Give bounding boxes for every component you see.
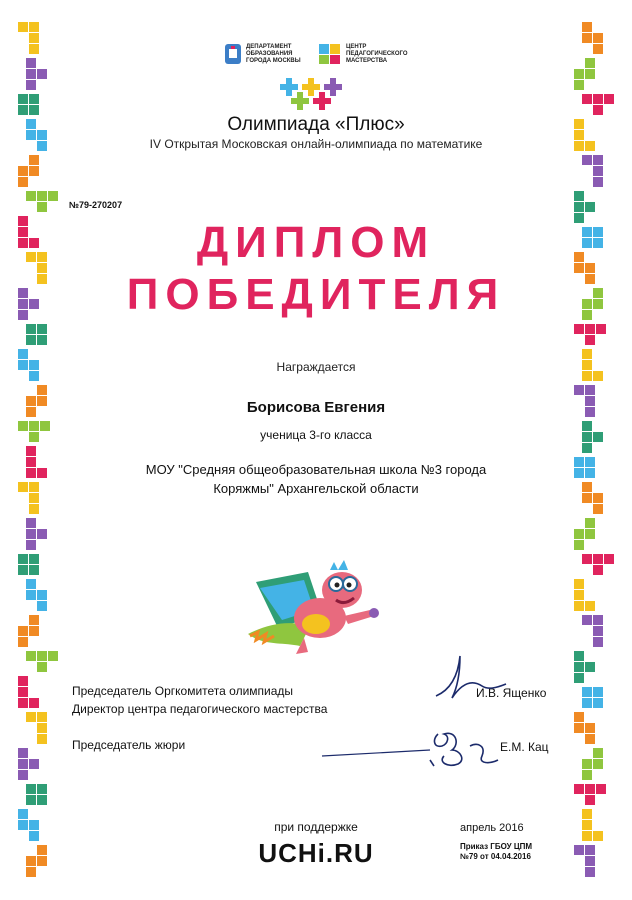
tetris-block xyxy=(29,33,39,43)
tetris-block xyxy=(37,324,47,334)
tetris-block xyxy=(26,795,36,805)
tetris-block xyxy=(585,784,595,794)
tetris-block xyxy=(585,69,595,79)
center-text-line: МАСТЕРСТВА xyxy=(346,57,388,64)
cpm-squares-icon xyxy=(318,43,342,65)
signatory-name-1: И.В. Ященко xyxy=(476,686,547,700)
tetris-block xyxy=(585,324,595,334)
tetris-block xyxy=(582,349,592,359)
department-text-line: ГОРОДА МОСКВЫ xyxy=(246,57,301,64)
tetris-block xyxy=(582,615,592,625)
tetris-block xyxy=(585,529,595,539)
tetris-block xyxy=(37,191,47,201)
tetris-block xyxy=(29,565,39,575)
tetris-block xyxy=(37,202,47,212)
tetris-block xyxy=(29,615,39,625)
tetris-block xyxy=(29,759,39,769)
tetris-block xyxy=(582,698,592,708)
tetris-block xyxy=(593,759,603,769)
tetris-block xyxy=(37,385,47,395)
tetris-block xyxy=(18,698,28,708)
tetris-block xyxy=(574,673,584,683)
tetris-block xyxy=(574,468,584,478)
tetris-block xyxy=(585,734,595,744)
tetris-block xyxy=(593,748,603,758)
tetris-block xyxy=(593,493,603,503)
tetris-block xyxy=(596,784,606,794)
signature-2-image xyxy=(320,716,510,776)
tetris-block xyxy=(29,166,39,176)
tetris-block xyxy=(574,590,584,600)
dragon-mascot xyxy=(238,554,388,666)
tetris-block xyxy=(585,58,595,68)
tetris-block xyxy=(37,723,47,733)
tetris-block xyxy=(574,712,584,722)
department-text-line: ОБРАЗОВАНИЯ xyxy=(246,50,293,57)
tetris-block xyxy=(585,335,595,345)
tetris-block xyxy=(593,554,603,564)
center-text-line: ПЕДАГОГИЧЕСКОГО xyxy=(346,50,408,57)
tetris-block xyxy=(574,80,584,90)
tetris-block xyxy=(29,22,39,32)
tetris-block xyxy=(18,626,28,636)
tetris-block xyxy=(593,166,603,176)
tetris-block xyxy=(26,191,36,201)
tetris-block xyxy=(574,385,584,395)
tetris-block xyxy=(26,69,36,79)
tetris-block xyxy=(18,349,28,359)
winner-name: Борисова Евгения xyxy=(246,399,386,416)
tetris-block xyxy=(26,540,36,550)
department-text-line: ДЕПАРТАМЕНТ xyxy=(246,43,292,50)
tetris-block xyxy=(582,94,592,104)
tetris-block xyxy=(18,166,28,176)
tetris-block xyxy=(29,482,39,492)
tetris-block xyxy=(593,615,603,625)
diploma-number: №79-270207 xyxy=(69,200,123,210)
center-text-line: ЦЕНТР xyxy=(346,43,367,50)
tetris-block xyxy=(26,784,36,794)
signatory-name-2: Е.М. Кац xyxy=(500,740,549,754)
awarded-label: Награждается xyxy=(276,360,356,374)
tetris-block xyxy=(574,601,584,611)
tetris-block xyxy=(582,554,592,564)
tetris-block xyxy=(29,44,39,54)
tetris-block xyxy=(596,324,606,334)
tetris-block xyxy=(29,155,39,165)
tetris-block xyxy=(574,324,584,334)
department-logo xyxy=(224,36,301,72)
tetris-block xyxy=(37,795,47,805)
tetris-block xyxy=(18,22,28,32)
tetris-block xyxy=(593,626,603,636)
tetris-block xyxy=(585,601,595,611)
tetris-block xyxy=(18,482,28,492)
tetris-block xyxy=(37,69,47,79)
tetris-block xyxy=(37,662,47,672)
tetris-block xyxy=(26,324,36,334)
school-line2: Коряжмы" Архангельской области xyxy=(213,481,419,496)
tetris-block xyxy=(37,335,47,345)
tetris-block xyxy=(582,33,592,43)
school-line1: МОУ "Средняя общеобразовательная школа №3 города xyxy=(145,462,487,477)
diploma-date: апрель 2016 xyxy=(460,822,524,834)
diploma-title-line2: ПОБЕДИТЕЛЯ xyxy=(126,270,506,319)
tetris-block xyxy=(29,554,39,564)
tetris-block xyxy=(26,80,36,90)
director-label: Директор центра педагогического мастерства xyxy=(72,702,328,716)
tetris-block xyxy=(574,579,584,589)
tetris-block xyxy=(26,457,36,467)
tetris-block xyxy=(37,712,47,722)
tetris-block xyxy=(26,529,36,539)
winner-grade: ученица 3-го класса xyxy=(260,428,372,442)
tetris-block xyxy=(29,94,39,104)
tetris-block xyxy=(26,58,36,68)
tetris-block xyxy=(48,191,58,201)
tetris-block xyxy=(48,651,58,661)
tetris-block xyxy=(593,637,603,647)
tetris-block xyxy=(574,723,584,733)
tetris-block xyxy=(593,94,603,104)
tetris-block xyxy=(585,518,595,528)
tetris-block xyxy=(18,687,28,697)
tetris-block xyxy=(585,723,595,733)
order-line1: Приказ ГБОУ ЦПМ xyxy=(460,842,533,851)
tetris-block xyxy=(29,698,39,708)
olympiad-plus-logo xyxy=(280,76,344,112)
tetris-block xyxy=(593,698,603,708)
tetris-block xyxy=(582,443,592,453)
tetris-block xyxy=(18,177,28,187)
tetris-block xyxy=(582,482,592,492)
signature-1-image xyxy=(430,646,510,706)
tetris-block xyxy=(585,385,595,395)
tetris-block xyxy=(585,457,595,467)
tetris-block xyxy=(574,69,584,79)
tetris-block xyxy=(37,784,47,794)
olympiad-title: Олимпиада «Плюс» xyxy=(227,114,405,135)
tetris-block xyxy=(29,493,39,503)
tetris-block xyxy=(26,651,36,661)
tetris-block xyxy=(37,529,47,539)
tetris-block xyxy=(582,770,592,780)
tetris-block xyxy=(574,784,584,794)
order-line2: №79 от 04.04.2016 xyxy=(460,852,531,861)
tetris-block xyxy=(582,809,592,819)
tetris-block xyxy=(18,637,28,647)
order-reference xyxy=(460,842,532,862)
tetris-block xyxy=(18,94,28,104)
tetris-block xyxy=(26,579,36,589)
tetris-block xyxy=(26,518,36,528)
tetris-block xyxy=(604,94,614,104)
tetris-block xyxy=(37,590,47,600)
tetris-block xyxy=(37,651,47,661)
school-name xyxy=(120,460,512,498)
tetris-block xyxy=(574,662,584,672)
tetris-block xyxy=(37,468,47,478)
tetris-block xyxy=(26,712,36,722)
tetris-block xyxy=(604,554,614,564)
tetris-block xyxy=(29,626,39,636)
tetris-block xyxy=(585,795,595,805)
jury-chair-label: Председатель жюри xyxy=(72,738,186,752)
tetris-block xyxy=(37,734,47,744)
olympiad-subtitle: IV Открытая Московская онлайн-олимпиада по математике xyxy=(149,137,483,151)
tetris-block xyxy=(593,33,603,43)
tetris-block xyxy=(18,770,28,780)
tetris-block xyxy=(582,687,592,697)
center-logo-text xyxy=(346,44,408,65)
tetris-block xyxy=(26,468,36,478)
tetris-block xyxy=(574,651,584,661)
chair-org-label: Председатель Оргкомитета олимпиады xyxy=(72,684,294,698)
tetris-block xyxy=(582,759,592,769)
tetris-block xyxy=(585,662,595,672)
tetris-block xyxy=(593,504,603,514)
tetris-block xyxy=(574,457,584,467)
tetris-block xyxy=(574,540,584,550)
tetris-block xyxy=(26,446,36,456)
tetris-block xyxy=(18,554,28,564)
tetris-block xyxy=(593,177,603,187)
header-logos xyxy=(224,36,424,72)
tetris-block xyxy=(574,191,584,201)
tetris-block xyxy=(582,22,592,32)
support-label: при поддержке xyxy=(274,820,358,834)
tetris-block xyxy=(585,468,595,478)
sponsor-logo-text: UCHi.RU xyxy=(258,838,374,868)
tetris-block xyxy=(18,676,28,686)
tetris-block xyxy=(574,529,584,539)
tetris-block xyxy=(26,335,36,345)
department-logo-text xyxy=(246,44,301,65)
tetris-block xyxy=(18,809,28,819)
tetris-block xyxy=(18,748,28,758)
tetris-block xyxy=(37,601,47,611)
tetris-block xyxy=(585,202,595,212)
center-logo xyxy=(318,36,408,72)
tetris-block xyxy=(593,565,603,575)
tetris-block xyxy=(582,493,592,503)
tetris-block xyxy=(29,504,39,514)
tetris-block xyxy=(26,590,36,600)
tetris-block xyxy=(593,44,603,54)
moscow-emblem-icon xyxy=(224,43,242,65)
tetris-block xyxy=(593,687,603,697)
tetris-block xyxy=(18,565,28,575)
tetris-block xyxy=(18,759,28,769)
tetris-block xyxy=(574,202,584,212)
tetris-block xyxy=(593,155,603,165)
diploma-title-line1: ДИПЛОМ xyxy=(196,218,436,267)
tetris-block xyxy=(582,155,592,165)
